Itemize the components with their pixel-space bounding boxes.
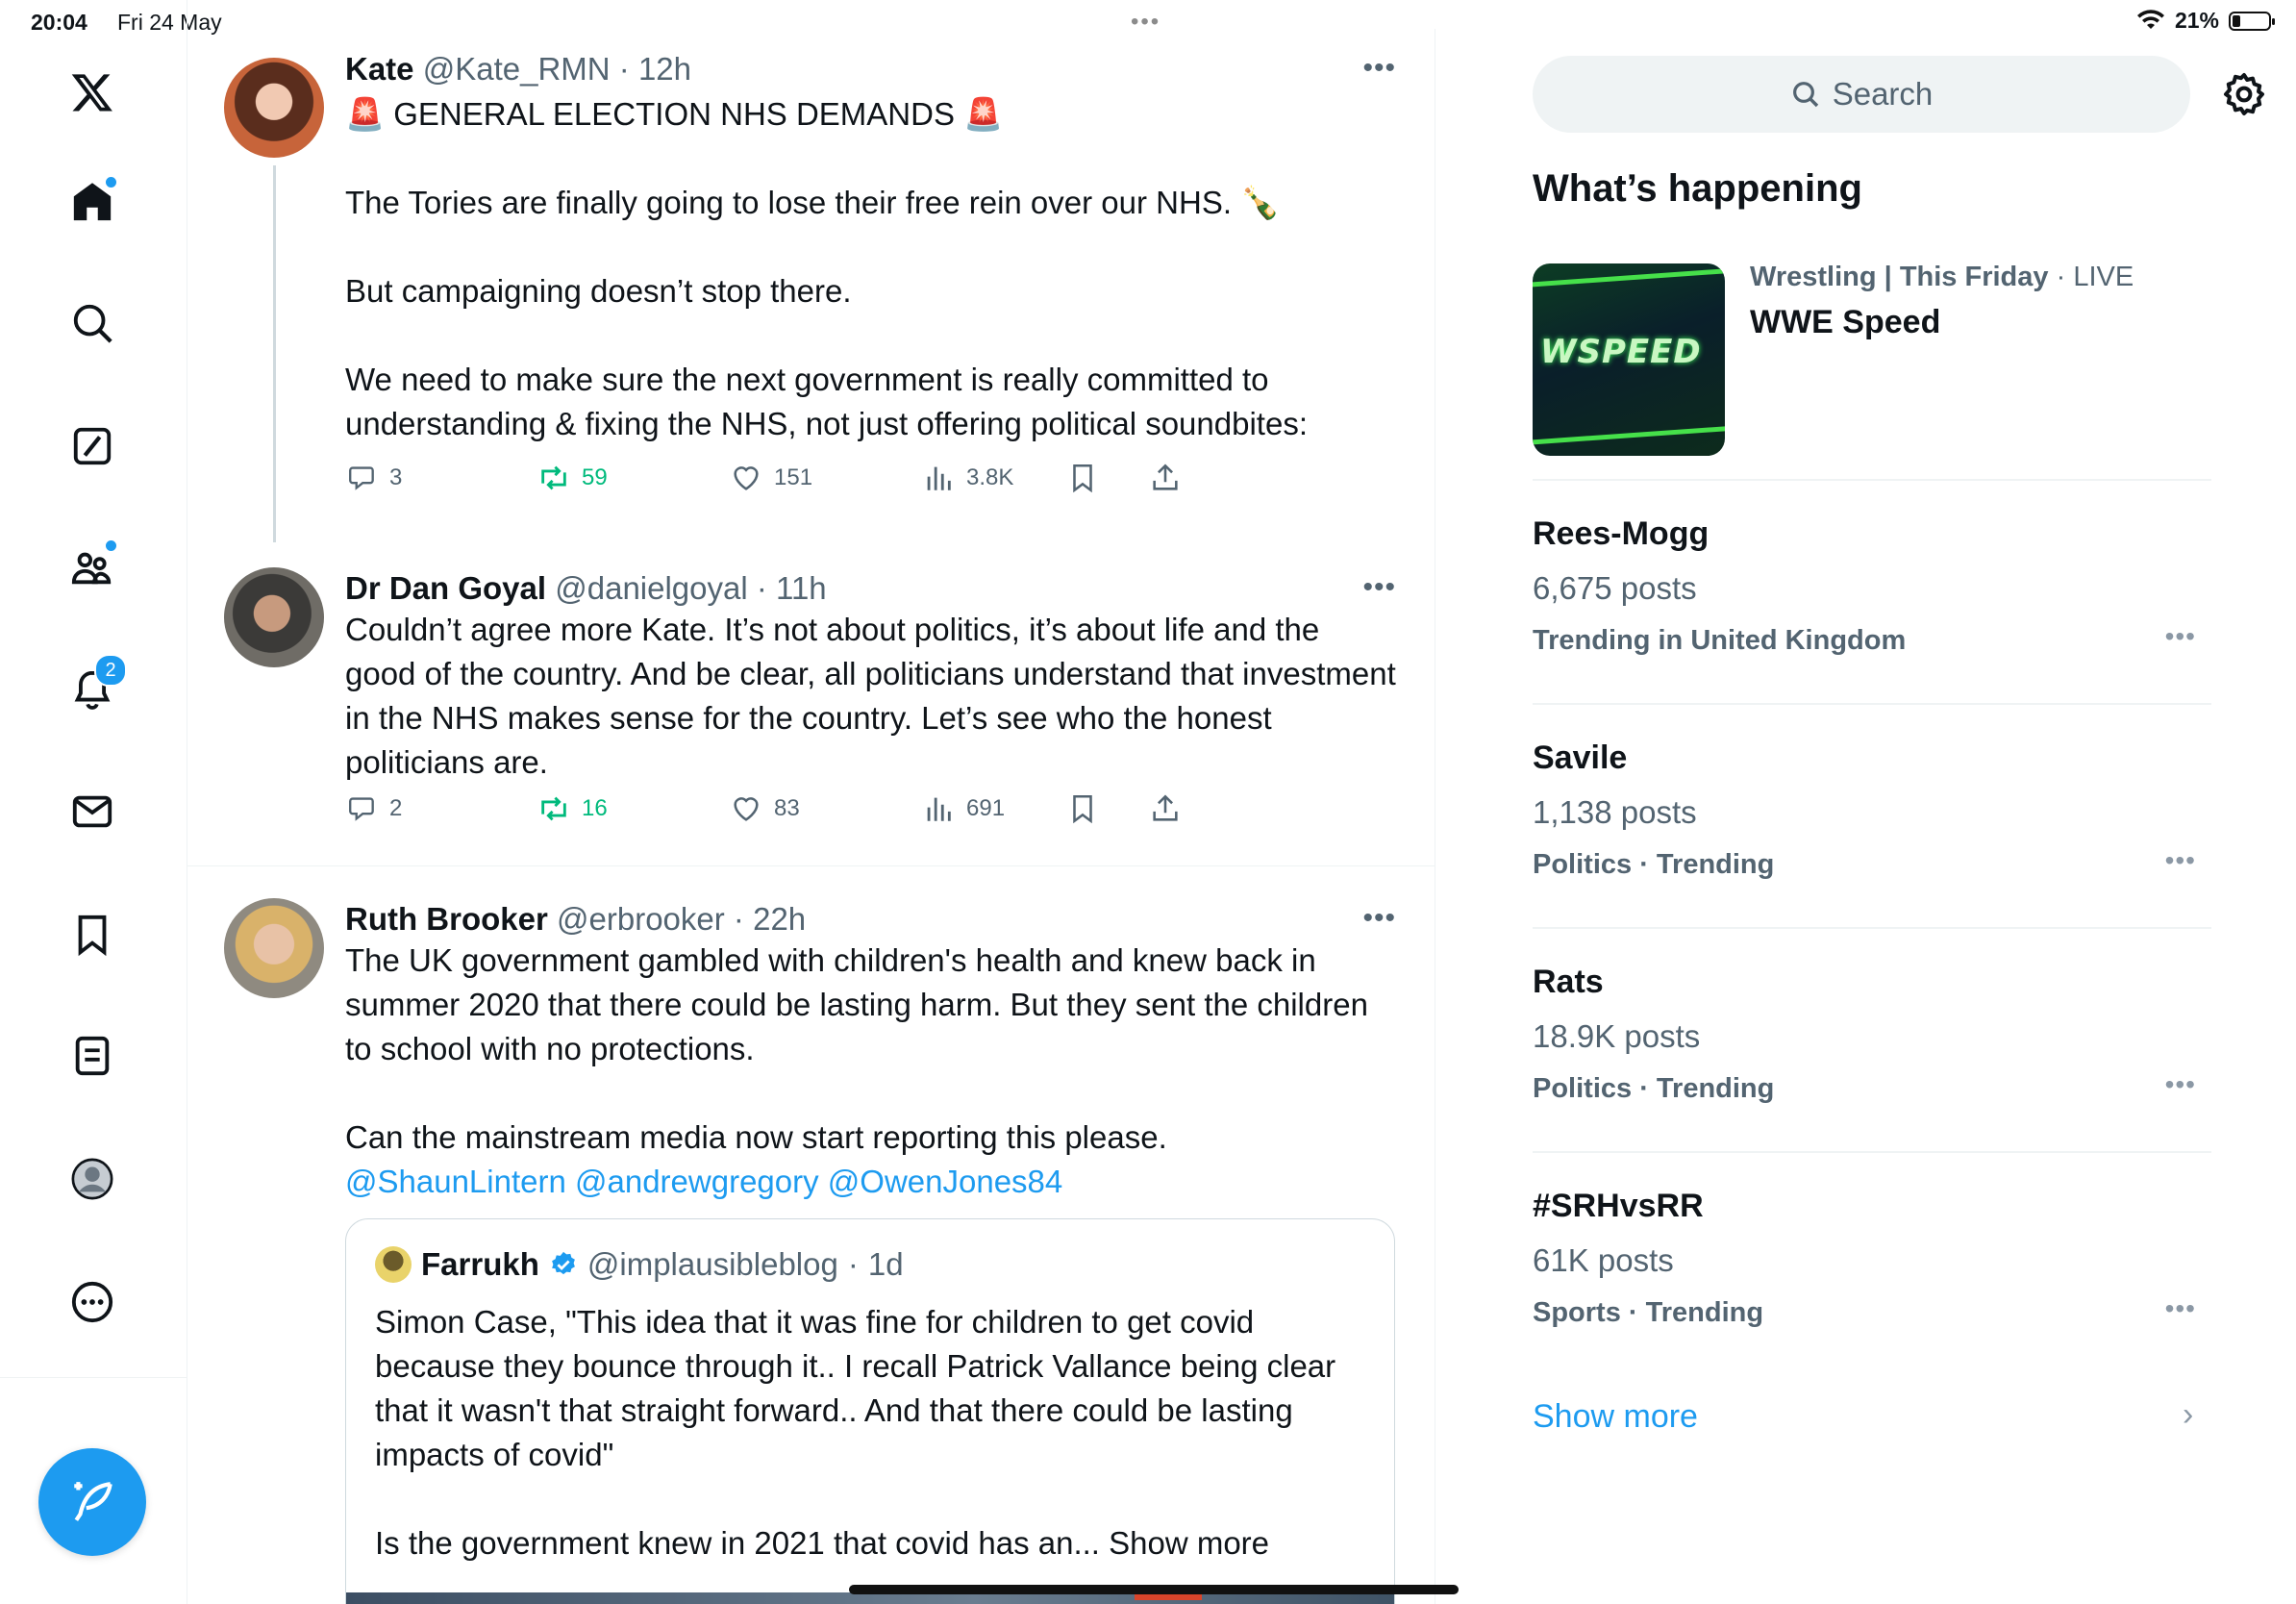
post-header: Dr Dan Goyal @danielgoyal · 11h (345, 570, 827, 606)
trend-name: #SRHvsRR (1533, 1188, 1704, 1224)
avatar[interactable] (224, 58, 324, 158)
reply-button[interactable] (345, 792, 402, 825)
x-logo-icon[interactable] (62, 62, 123, 123)
post-ruth-brooker[interactable] (187, 866, 1435, 1604)
repost-icon (537, 462, 570, 494)
post-text (345, 608, 1396, 785)
trend-context: Politics · Trending (1533, 849, 1775, 880)
quoted-avatar[interactable] (375, 1246, 412, 1283)
mention-link[interactable]: @OwenJones84 (827, 1164, 1063, 1199)
like-count: 83 (774, 795, 800, 821)
show-more-link[interactable]: Show more (1533, 1398, 1698, 1435)
post-header: Kate @Kate_RMN · 12h (345, 51, 691, 87)
trend-divider (1533, 703, 2211, 705)
communities-icon[interactable] (62, 537, 123, 598)
trend-divider (1533, 1151, 2211, 1153)
quoted-author-handle[interactable]: @implausibleblog (586, 1246, 838, 1282)
post-paragraph: The Tories are finally going to lose their free rein over our NHS. 🍾 (345, 185, 1281, 220)
views-button[interactable] (922, 792, 1005, 825)
views-button[interactable] (922, 462, 1013, 494)
post-paragraph: The UK government gambled with children's health and knew back in summer 2020 that there could be lasting harm. But they sent the children to school with no protections. (345, 942, 1368, 1066)
views-chart-icon (922, 462, 955, 494)
trend-more-icon[interactable]: ••• (2164, 845, 2196, 875)
status-time: 20:04 (31, 10, 87, 35)
mention-link[interactable]: @andrewgregory (575, 1164, 819, 1199)
bookmark-button[interactable] (1066, 792, 1099, 825)
notifications-badge: 2 (94, 654, 127, 687)
chevron-right-icon[interactable]: › (2183, 1396, 2194, 1433)
author-handle[interactable]: @danielgoyal (555, 570, 748, 606)
trend-divider (1533, 927, 2211, 929)
repost-button[interactable] (537, 792, 608, 825)
post-kate[interactable] (187, 29, 1435, 510)
whats-happening-heading: What’s happening (1533, 167, 1862, 210)
trend-name: Rees-Mogg (1533, 515, 1710, 552)
post-text (345, 92, 1396, 446)
post-time[interactable]: 22h (753, 901, 807, 937)
quoted-paragraph: Simon Case, "This idea that it was fine for children to get covid because they bounce through it.. I recall Patrick Vallance being clear that it wasn't that straight forward.. And that there could be lasting impacts of covid" (375, 1304, 1336, 1472)
post-time[interactable]: 12h (637, 51, 691, 87)
author-name[interactable]: Ruth Brooker (345, 901, 548, 937)
post-mentions (345, 1160, 1396, 1204)
trend-context: Sports · Trending (1533, 1297, 1764, 1328)
promo-meta[interactable]: Wrestling | This Friday · LIVE (1750, 262, 2134, 292)
trend-name: Rats (1533, 964, 1604, 1000)
communities-unread-dot (104, 539, 118, 553)
trend-context: Trending in United Kingdom (1533, 625, 1907, 656)
author-name[interactable]: Dr Dan Goyal (345, 570, 547, 606)
search-placeholder: Search (1832, 76, 1934, 112)
trend-more-icon[interactable]: ••• (2164, 1293, 2196, 1323)
post-dan-goyal[interactable] (187, 529, 1435, 846)
quoted-post[interactable] (345, 1218, 1395, 1604)
post-time[interactable]: 11h (776, 570, 827, 606)
post-actions (345, 462, 1307, 500)
quoted-post-text (375, 1300, 1365, 1566)
post-more-icon[interactable]: ••• (1362, 571, 1396, 603)
grok-icon[interactable] (62, 415, 123, 477)
trend-more-icon[interactable]: ••• (2164, 1069, 2196, 1099)
left-nav (0, 0, 187, 1604)
share-button[interactable] (1149, 792, 1182, 825)
rail-divider (0, 1377, 187, 1378)
promo-thumbnail[interactable] (1533, 263, 1725, 456)
reply-button[interactable] (345, 462, 402, 494)
lists-icon[interactable] (62, 1025, 123, 1087)
battery-percent: 21% (2174, 8, 2219, 33)
repost-button[interactable] (537, 462, 608, 494)
trend-divider (1533, 479, 2211, 481)
like-button[interactable] (730, 462, 812, 494)
trend-item[interactable] (1533, 1188, 2211, 1361)
quoted-post-header: Farrukh @implausibleblog · 1d (375, 1246, 904, 1283)
feather-plus-icon (68, 1478, 116, 1526)
share-button[interactable] (1149, 462, 1182, 494)
bookmark-icon (1066, 462, 1099, 494)
status-date: Fri 24 May (117, 10, 222, 35)
search-input[interactable] (1533, 56, 2190, 133)
post-paragraph: We need to make sure the next government is really committed to understanding & fixing the NHS, not just offering political soundbites: (345, 362, 1308, 441)
reply-count: 3 (389, 464, 403, 490)
post-more-icon[interactable]: ••• (1362, 52, 1396, 84)
view-count: 691 (966, 795, 1006, 821)
promo-category: Wrestling | This Friday (1750, 262, 2049, 292)
trend-item[interactable] (1533, 515, 2211, 689)
trend-more-icon[interactable]: ••• (2164, 621, 2196, 651)
post-paragraph: Couldn’t agree more Kate. It’s not about politics, it’s about life and the good of the country. And be clear, all politicians understand that investment in the NHS makes sense for the country. Let’s see who the honest politicians are. (345, 612, 1396, 780)
post-headline: 🚨 GENERAL ELECTION NHS DEMANDS 🚨 (345, 96, 1004, 132)
views-chart-icon (922, 792, 955, 825)
author-name[interactable]: Kate (345, 51, 414, 87)
heart-icon (730, 792, 762, 825)
home-icon[interactable] (62, 171, 123, 233)
trend-post-count: 18.9K posts (1533, 1018, 1701, 1054)
post-more-icon[interactable]: ••• (1362, 902, 1396, 934)
home-indicator[interactable] (849, 1585, 1459, 1594)
heart-icon (730, 462, 762, 494)
author-handle[interactable]: @Kate_RMN (422, 51, 611, 87)
author-handle[interactable]: @erbrooker (557, 901, 725, 937)
share-icon (1149, 462, 1182, 494)
quoted-paragraph: Is the government knew in 2021 that covid has an... Show more (375, 1525, 1270, 1561)
trend-post-count: 61K posts (1533, 1242, 1674, 1278)
notifications-icon[interactable] (62, 660, 123, 721)
view-count: 3.8K (966, 464, 1014, 490)
avatar[interactable] (224, 898, 324, 998)
battery-level (2233, 15, 2240, 27)
post-header: Ruth Brooker @erbrooker · 22h (345, 901, 807, 937)
promo-logo-text: WSPEED (1540, 333, 1702, 371)
wifi-icon (2136, 10, 2165, 33)
post-text (345, 939, 1396, 1204)
profile-avatar[interactable] (62, 1148, 123, 1210)
multitasking-handle[interactable]: ••• (1131, 9, 1161, 35)
quoted-post-time[interactable]: 1d (867, 1246, 904, 1282)
trend-context: Politics · Trending (1533, 1073, 1775, 1104)
like-count: 151 (774, 464, 813, 490)
bookmarks-icon[interactable] (62, 904, 123, 965)
share-icon (1149, 792, 1182, 825)
trend-name: Savile (1533, 739, 1628, 776)
post-paragraph: But campaigning doesn’t stop there. (345, 273, 852, 309)
reply-icon (345, 792, 378, 825)
mention-link[interactable]: @ShaunLintern (345, 1164, 566, 1199)
trend-item[interactable] (1533, 739, 2211, 913)
search-icon[interactable] (62, 292, 123, 354)
trend-post-count: 1,138 posts (1533, 794, 1697, 830)
home-unread-dot (104, 175, 118, 189)
messages-icon[interactable] (62, 781, 123, 842)
reply-count: 2 (389, 795, 403, 821)
bookmark-button[interactable] (1066, 462, 1099, 494)
more-menu-icon[interactable] (62, 1271, 123, 1333)
search-icon (1790, 79, 1821, 110)
avatar[interactable] (224, 567, 324, 667)
repost-count: 59 (582, 464, 608, 490)
post-paragraph: Can the mainstream media now start reporting this please. (345, 1119, 1167, 1155)
trend-item[interactable] (1533, 964, 2211, 1137)
promo-status: LIVE (2073, 262, 2134, 292)
repost-count: 16 (582, 795, 608, 821)
post-actions (345, 792, 1307, 831)
settings-gear-icon[interactable] (2221, 71, 2267, 117)
timeline[interactable] (187, 29, 1435, 1604)
compose-post-button[interactable] (38, 1448, 146, 1556)
verified-badge-icon (549, 1250, 578, 1279)
like-button[interactable] (730, 792, 800, 825)
quoted-author-name[interactable]: Farrukh (421, 1246, 539, 1282)
trend-post-count: 6,675 posts (1533, 570, 1697, 606)
thread-line (273, 165, 276, 542)
bookmark-icon (1066, 792, 1099, 825)
promo-title[interactable]: WWE Speed (1750, 304, 1941, 340)
status-indicators (2136, 8, 2271, 34)
battery-icon (2229, 12, 2271, 31)
reply-icon (345, 462, 378, 494)
repost-icon (537, 792, 570, 825)
